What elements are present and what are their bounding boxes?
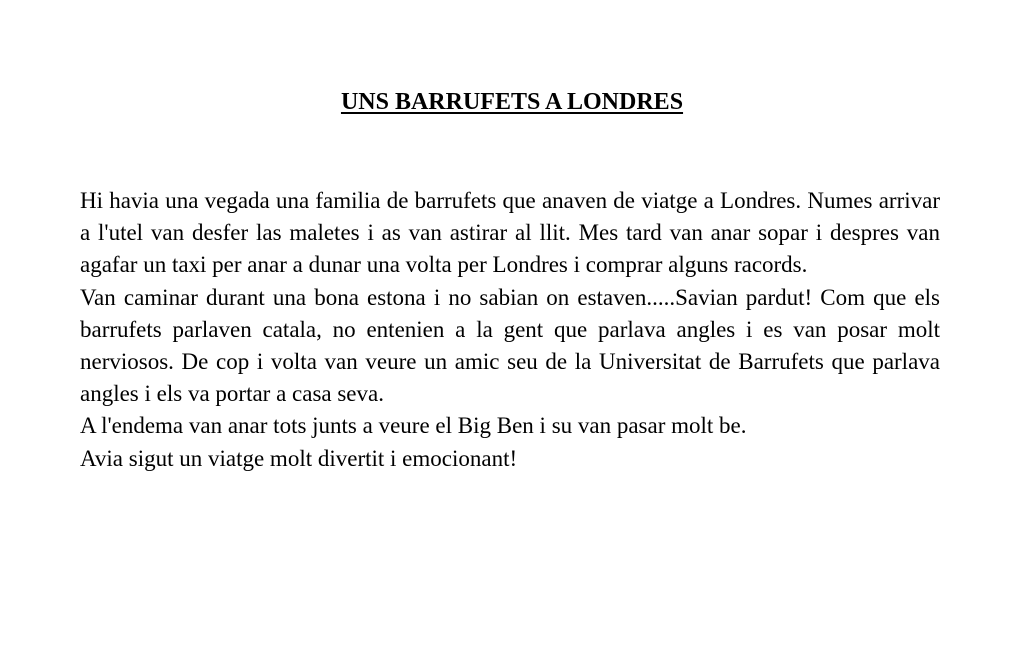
paragraph-2: Van caminar durant una bona estona i no sabian on estaven.....Savian pardut! Com que els barrufets parlaven catala, no entenien a la gent que parlava angles i es van posar molt nerviosos. De cop i volta van veure un amic seu de la Universitat de Barrufets que parlava angles i els va portar a casa seva. bbox=[80, 284, 940, 407]
paragraph-1: Hi havia una vegada una familia de barrufets que anaven de viatge a Londres. Numes arrivar a l'utel van desfer las maletes i as van astirar al llit. Mes tard van anar sopar i despres van agafar un taxi per anar a dunar una volta per Londres i comprar alguns racords. bbox=[80, 188, 940, 278]
paragraph-4: Avia sigut un viatge molt divertit i emocionant! bbox=[80, 445, 518, 471]
paragraph-3: A l'endema van anar tots junts a veure el Big Ben i su van pasar molt be. bbox=[80, 413, 747, 439]
document-title: UNS BARRUFETS A LONDRES bbox=[340, 89, 684, 115]
story-body bbox=[80, 185, 940, 475]
